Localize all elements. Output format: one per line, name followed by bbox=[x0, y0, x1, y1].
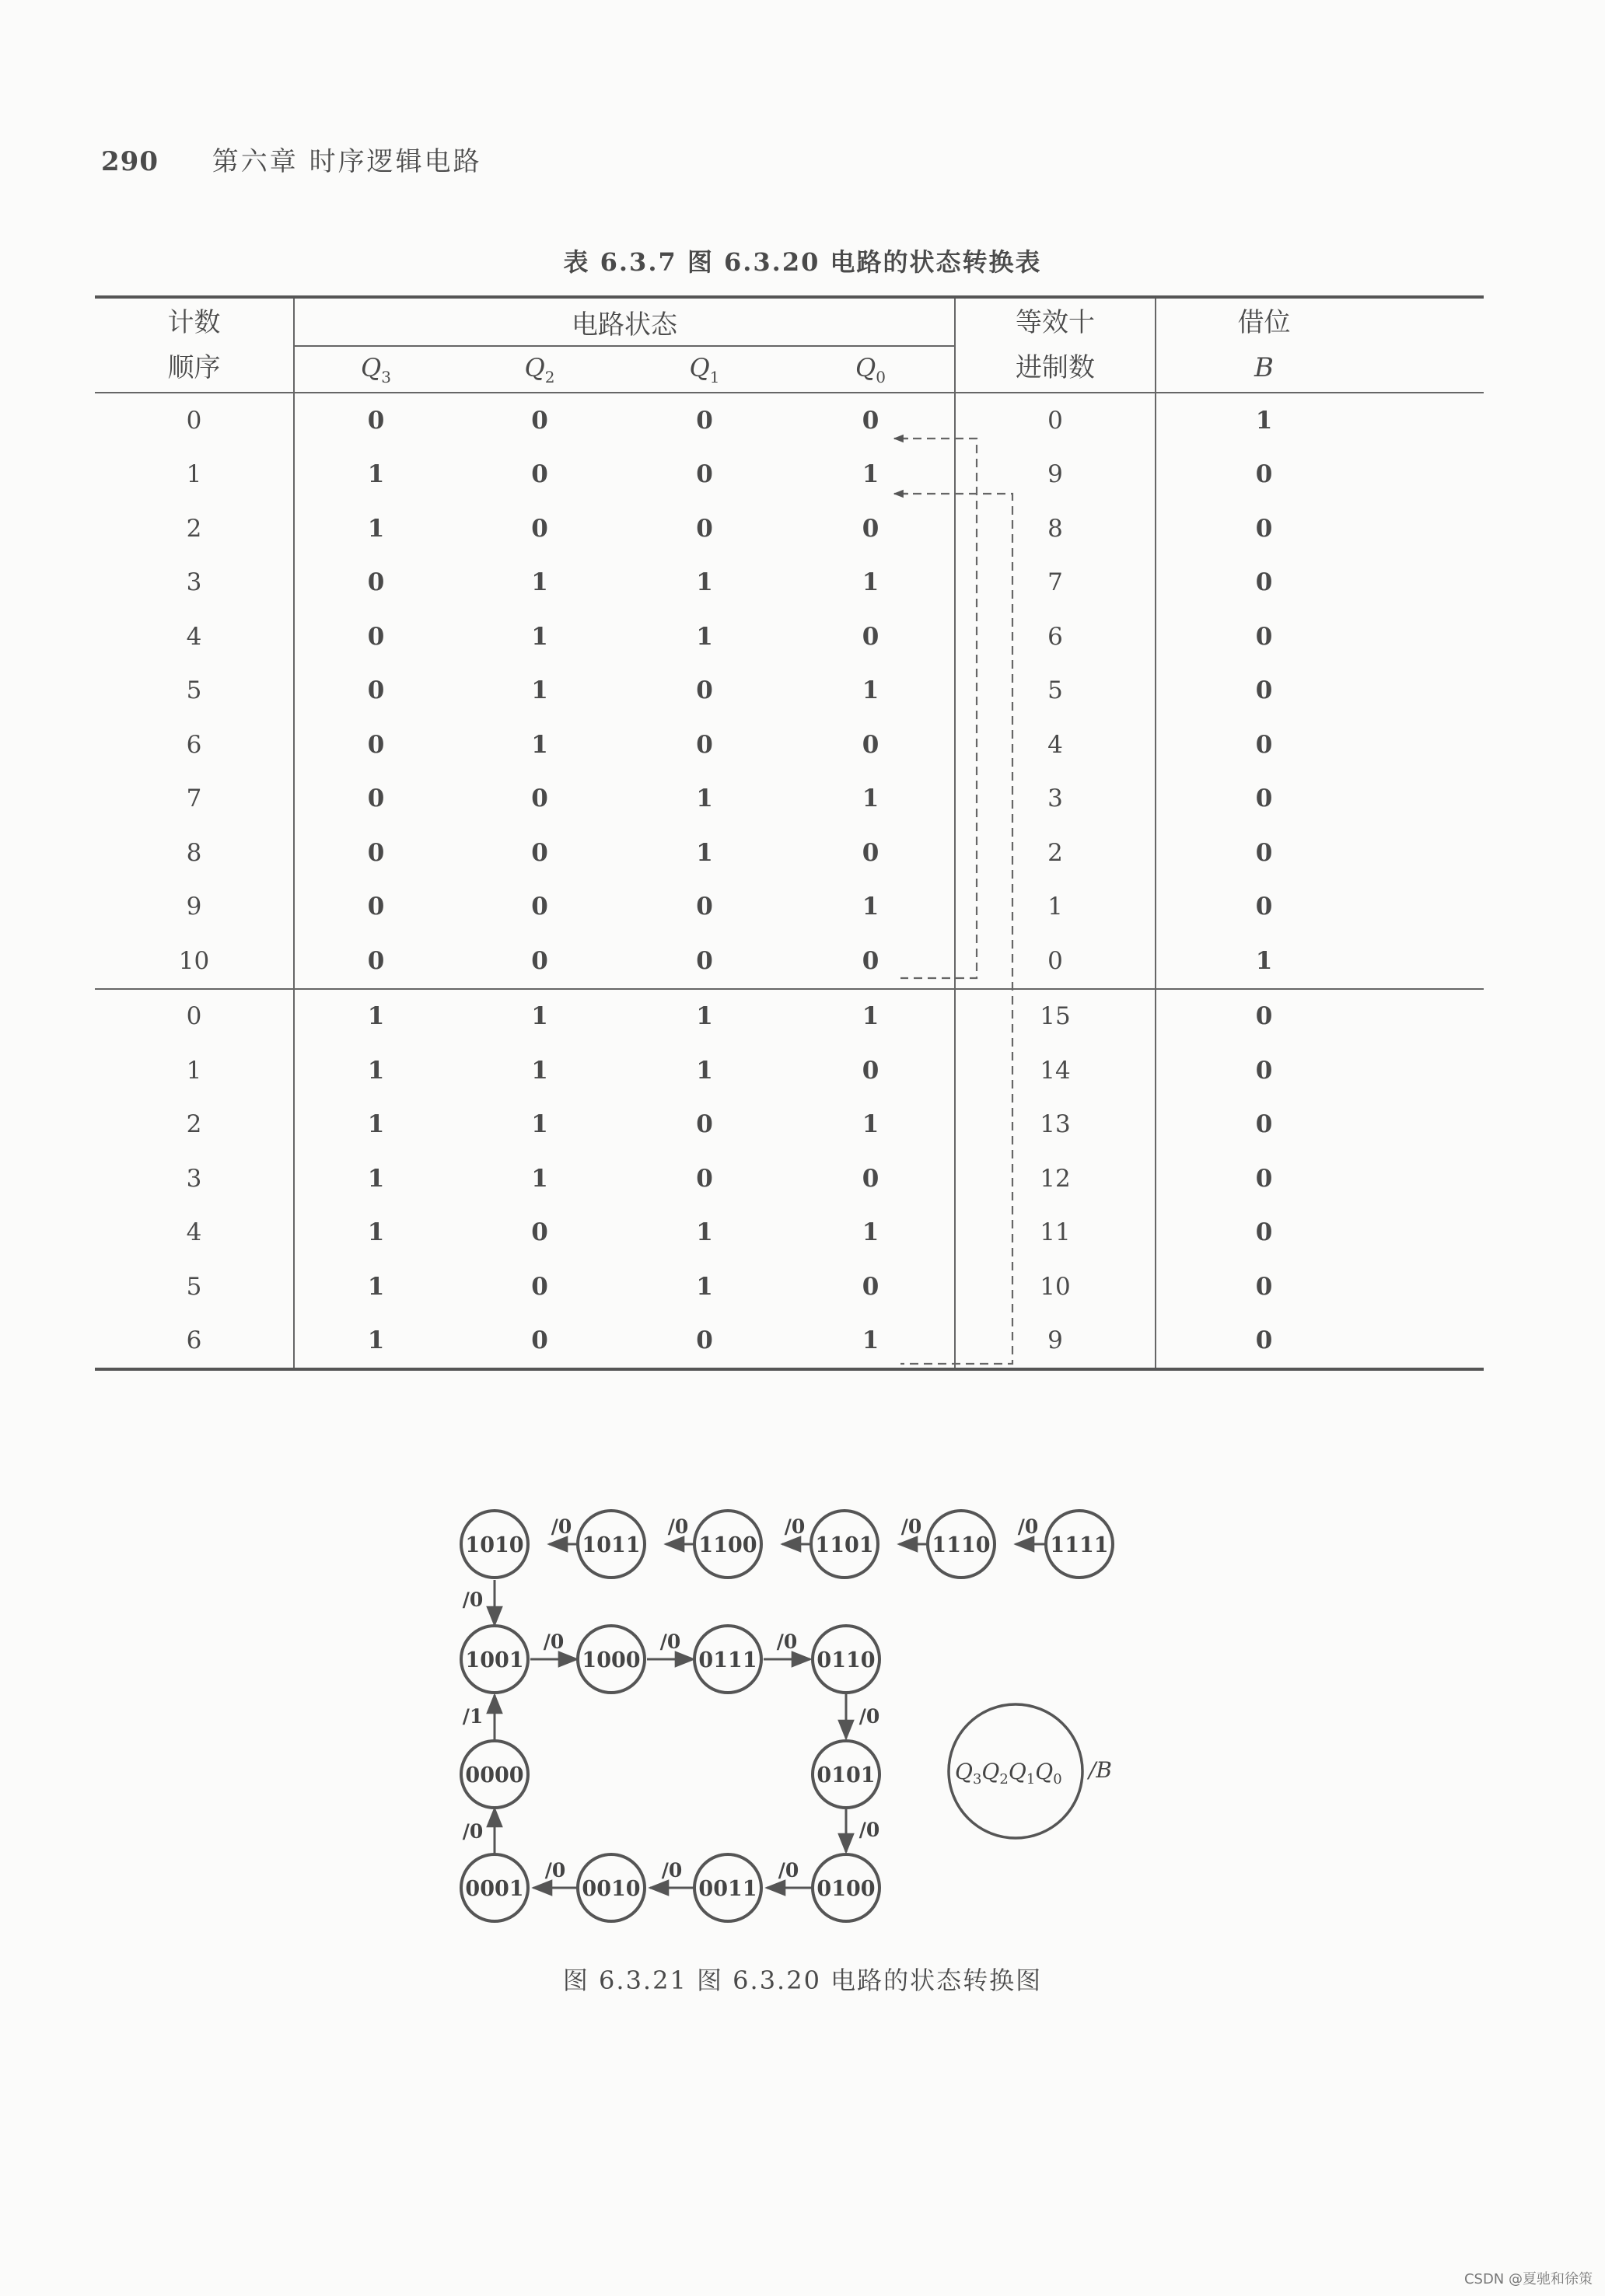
cell-count: 6 bbox=[95, 1314, 294, 1370]
cell-count: 10 bbox=[178, 946, 210, 975]
cell-borrow: 1 bbox=[1156, 393, 1372, 448]
cell-borrow: 0 bbox=[1156, 989, 1372, 1044]
borrow-header: 借位 B bbox=[1156, 297, 1372, 393]
cell-q2: 1 bbox=[531, 568, 548, 597]
cell-borrow: 1 bbox=[1156, 934, 1372, 989]
cell-borrow: 0 bbox=[1156, 1151, 1372, 1206]
state-label: 0011 bbox=[698, 1877, 757, 1901]
cell-count: 1 bbox=[186, 460, 202, 489]
state-label: 0000 bbox=[465, 1763, 524, 1788]
cell-q0: 0 bbox=[862, 1164, 879, 1193]
dashed-loop-arrowheads bbox=[894, 439, 908, 494]
cell-q1: 0 bbox=[696, 406, 713, 435]
cell-q0: 1 bbox=[862, 785, 879, 813]
cell-q2: 1 bbox=[531, 1110, 548, 1139]
cell-q1: 0 bbox=[696, 1164, 713, 1193]
cell-q3: 0 bbox=[294, 880, 457, 935]
cell-decimal: 9 bbox=[955, 448, 1156, 502]
cell-q2: 1 bbox=[531, 622, 548, 651]
cell-decimal: 7 bbox=[955, 556, 1156, 610]
cell-q3: 1 bbox=[294, 1098, 457, 1152]
cell-q0: 1 bbox=[862, 1110, 879, 1139]
cell-q2: 0 bbox=[531, 1218, 548, 1247]
cell-q2: 1 bbox=[531, 1056, 548, 1085]
cell-q0: 0 bbox=[862, 730, 879, 759]
cell-count: 2 bbox=[186, 514, 202, 543]
cell-count: 0 bbox=[95, 989, 294, 1044]
cell-decimal: 9 bbox=[955, 1314, 1156, 1370]
cell-q1: 0 bbox=[696, 730, 713, 759]
cell-borrow: 0 bbox=[1156, 610, 1372, 664]
cell-q3: 1 bbox=[294, 1260, 457, 1314]
cell-borrow: 0 bbox=[1156, 556, 1372, 610]
cell-decimal: 12 bbox=[955, 1151, 1156, 1206]
cell-count: 0 bbox=[186, 406, 202, 435]
state-label: 1001 bbox=[465, 1648, 524, 1672]
cell-q0: 0 bbox=[862, 946, 879, 975]
circuit-state-header: 电路状态 bbox=[294, 297, 955, 346]
cell-q1: 1 bbox=[696, 785, 713, 813]
cell-count: 7 bbox=[186, 785, 202, 813]
cell-decimal: 8 bbox=[955, 501, 1156, 556]
cell-q1: 1 bbox=[696, 1056, 713, 1085]
cell-q1: 0 bbox=[696, 893, 713, 921]
cell-q0: 0 bbox=[862, 514, 879, 543]
cell-decimal: 13 bbox=[955, 1098, 1156, 1152]
cell-q1: 0 bbox=[622, 1314, 787, 1370]
cell-borrow: 0 bbox=[1156, 1206, 1372, 1260]
watermark: CSDN @夏驰和徐策 bbox=[1463, 2271, 1593, 2287]
cell-borrow: 0 bbox=[1156, 772, 1372, 826]
cell-q3: 1 bbox=[294, 989, 457, 1044]
cell-q1: 0 bbox=[696, 514, 713, 543]
state-label: 0001 bbox=[465, 1877, 524, 1901]
cell-q0: 1 bbox=[787, 1314, 955, 1370]
cell-q2: 1 bbox=[531, 1164, 548, 1193]
cell-q1: 1 bbox=[696, 622, 713, 651]
cell-borrow: 0 bbox=[1156, 1314, 1372, 1370]
svg-text:Q3Q2Q1Q0: $Q_3Q_2Q_1Q_0$ bbox=[955, 1759, 1062, 1788]
cell-count: 2 bbox=[186, 1110, 202, 1139]
state-label: 1111 bbox=[1050, 1533, 1109, 1557]
state-label: 1110 bbox=[932, 1533, 991, 1557]
cell-decimal: 6 bbox=[955, 610, 1156, 664]
cell-borrow: 0 bbox=[1156, 1260, 1372, 1314]
cell-decimal: 14 bbox=[955, 1043, 1156, 1098]
cell-q1: 1 bbox=[696, 838, 713, 867]
cell-q1: 1 bbox=[696, 568, 713, 597]
cell-decimal: 10 bbox=[955, 1260, 1156, 1314]
cell-q3: 0 bbox=[294, 772, 457, 826]
output-label: /0 bbox=[858, 1819, 880, 1841]
cell-decimal: 11 bbox=[955, 1206, 1156, 1260]
cell-q3: 1 bbox=[294, 1151, 457, 1206]
output-label: /0 bbox=[462, 1588, 484, 1611]
cell-q2: 0 bbox=[531, 514, 548, 543]
cell-q3: 1 bbox=[294, 448, 457, 502]
cell-decimal: 3 bbox=[955, 772, 1156, 826]
state-arrows bbox=[495, 1544, 1047, 1888]
cell-q2: 0 bbox=[531, 460, 548, 489]
cell-count: 3 bbox=[186, 1164, 202, 1193]
cell-count: 9 bbox=[186, 893, 202, 921]
output-label: /0 bbox=[543, 1630, 565, 1653]
cell-decimal: 2 bbox=[955, 826, 1156, 880]
count-order-header: 计数 顺序 bbox=[95, 297, 294, 393]
cell-count: 3 bbox=[186, 568, 202, 597]
output-label: /0 bbox=[667, 1515, 689, 1538]
cell-decimal: 4 bbox=[955, 718, 1156, 772]
cell-count: 4 bbox=[186, 622, 202, 651]
cell-q2: 0 bbox=[531, 838, 548, 867]
cell-q0: 1 bbox=[862, 893, 879, 921]
cell-q1: 0 bbox=[696, 1110, 713, 1139]
cell-borrow: 0 bbox=[1156, 448, 1372, 502]
output-label: /0 bbox=[900, 1515, 922, 1538]
cell-q0: 0 bbox=[862, 1056, 879, 1085]
cell-q3: 0 bbox=[294, 610, 457, 664]
cell-borrow: 0 bbox=[1156, 501, 1372, 556]
cell-q2: 0 bbox=[531, 946, 548, 975]
cell-q0: 1 bbox=[862, 1218, 879, 1247]
cell-q2: 1 bbox=[531, 676, 548, 705]
cell-q1: 0 bbox=[696, 946, 713, 975]
cell-decimal: 1 bbox=[955, 880, 1156, 935]
cell-q1: 1 bbox=[622, 989, 787, 1044]
chapter-title: 第六章 时序逻辑电路 bbox=[212, 146, 482, 177]
state-label: 0101 bbox=[816, 1763, 876, 1788]
dashed-loop-lines bbox=[899, 439, 1012, 1364]
cell-count: 5 bbox=[186, 676, 202, 705]
cell-q1: 1 bbox=[696, 1272, 713, 1301]
state-label: 0100 bbox=[816, 1877, 876, 1901]
state-label: 0010 bbox=[582, 1877, 641, 1901]
cell-borrow: 0 bbox=[1156, 718, 1372, 772]
cell-q0: 1 bbox=[862, 568, 879, 597]
q2-header: $Q_2$ bbox=[457, 346, 622, 393]
cell-q0: 1 bbox=[862, 460, 879, 489]
cell-count: 4 bbox=[186, 1218, 202, 1247]
state-label: 1100 bbox=[698, 1533, 757, 1557]
table-caption: 表 6.3.7 图 6.3.20 电路的状态转换表 bbox=[563, 247, 1042, 277]
cell-q0: 1 bbox=[787, 989, 955, 1044]
output-label: /0 bbox=[784, 1515, 806, 1538]
cell-q0: 0 bbox=[862, 838, 879, 867]
page-number: 290 bbox=[101, 146, 159, 177]
output-label: /0 bbox=[462, 1820, 484, 1843]
cell-borrow: 0 bbox=[1156, 1098, 1372, 1152]
q0-header: $Q_0$ bbox=[787, 346, 955, 393]
output-label: /0 bbox=[776, 1630, 798, 1653]
state-label: 1011 bbox=[582, 1533, 641, 1557]
cell-q2: 0 bbox=[531, 785, 548, 813]
output-label: /0 bbox=[661, 1859, 683, 1882]
state-label: 1000 bbox=[582, 1648, 641, 1672]
cell-q0: 0 bbox=[862, 406, 879, 435]
cell-decimal: 5 bbox=[955, 664, 1156, 718]
cell-q1: 0 bbox=[696, 460, 713, 489]
cell-count: 5 bbox=[186, 1272, 202, 1301]
figure-caption: 图 6.3.21 图 6.3.20 电路的状态转换图 bbox=[562, 1966, 1043, 1995]
cell-decimal: 15 bbox=[955, 989, 1156, 1044]
cell-decimal: 0 bbox=[955, 393, 1156, 448]
cell-q0: 0 bbox=[862, 1272, 879, 1301]
output-label: /0 bbox=[778, 1859, 799, 1882]
cell-borrow: 0 bbox=[1156, 826, 1372, 880]
cell-q3: 1 bbox=[294, 1043, 457, 1098]
output-label: /0 bbox=[858, 1705, 880, 1728]
cell-q3: 0 bbox=[294, 664, 457, 718]
output-label: /0 bbox=[659, 1630, 681, 1653]
cell-decimal: 0 bbox=[955, 934, 1156, 989]
cell-count: 6 bbox=[186, 730, 202, 759]
cell-count: 8 bbox=[186, 838, 202, 867]
cell-q2: 1 bbox=[531, 730, 548, 759]
cell-q2: 0 bbox=[531, 406, 548, 435]
q1-header: $Q_1$ bbox=[622, 346, 787, 393]
cell-q2: 0 bbox=[531, 893, 548, 921]
cell-count: 1 bbox=[186, 1056, 202, 1085]
cell-q2: 0 bbox=[531, 1272, 548, 1301]
state-label: 1101 bbox=[815, 1533, 874, 1557]
cell-q2: 0 bbox=[457, 1314, 622, 1370]
cell-borrow: 0 bbox=[1156, 664, 1372, 718]
cell-q3: 0 bbox=[294, 718, 457, 772]
cell-q0: 1 bbox=[862, 676, 879, 705]
legend-output: /B bbox=[1089, 1757, 1113, 1783]
cell-q3: 1 bbox=[294, 1314, 457, 1370]
state-label: 1010 bbox=[465, 1533, 524, 1557]
state-label: 0110 bbox=[816, 1648, 876, 1672]
cell-borrow: 0 bbox=[1156, 880, 1372, 935]
output-label: /0 bbox=[544, 1859, 566, 1882]
output-label: /0 bbox=[1017, 1515, 1039, 1538]
cell-q3: 0 bbox=[294, 556, 457, 610]
cell-q3: 1 bbox=[294, 1206, 457, 1260]
dashed-loop-outer bbox=[899, 439, 977, 978]
cell-q2: 1 bbox=[457, 989, 622, 1044]
cell-q3: 1 bbox=[294, 501, 457, 556]
dashed-loop-inner bbox=[899, 494, 1012, 1364]
output-label: /1 bbox=[462, 1705, 484, 1728]
cell-q1: 1 bbox=[696, 1218, 713, 1247]
cell-q3: 0 bbox=[294, 934, 457, 989]
cell-q3: 0 bbox=[294, 826, 457, 880]
cell-q1: 0 bbox=[696, 676, 713, 705]
output-label: /0 bbox=[551, 1515, 572, 1538]
cell-q0: 0 bbox=[862, 622, 879, 651]
cell-borrow: 0 bbox=[1156, 1043, 1372, 1098]
state-label: 0111 bbox=[698, 1648, 757, 1672]
q3-header: $Q_3$ bbox=[294, 346, 457, 393]
cell-q3: 0 bbox=[294, 393, 457, 448]
decimal-header: 等效十 进制数 bbox=[955, 297, 1156, 393]
